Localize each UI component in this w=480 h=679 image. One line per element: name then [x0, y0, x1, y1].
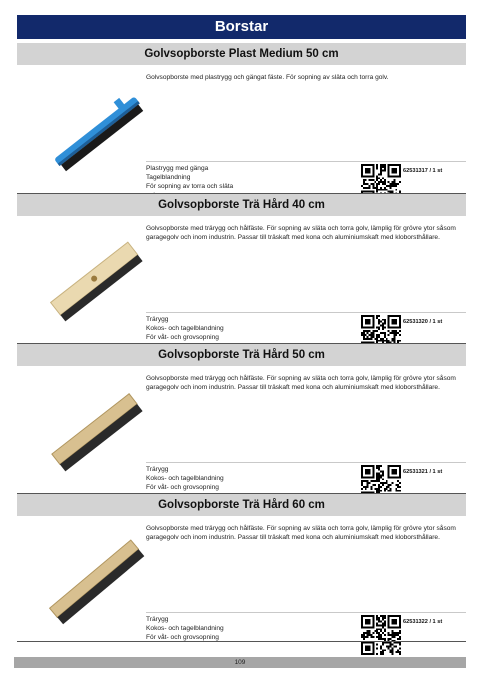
- page-title: Borstar: [17, 15, 466, 39]
- product-specs: [146, 465, 361, 492]
- qr-code-icon: [361, 615, 401, 655]
- spec-line: Kokos- och tagelblandning: [146, 475, 224, 482]
- spec-line: Trärygg: [146, 466, 169, 473]
- spec-line: Kokos- och tagelblandning: [146, 325, 224, 332]
- product-specs: [146, 615, 361, 642]
- wood-brush-image: [41, 226, 151, 336]
- divider: [146, 161, 466, 162]
- product-section: [17, 194, 466, 344]
- divider: [146, 312, 466, 313]
- plastic-brush-image: [41, 75, 151, 185]
- article-number: 62531322 / 1 st: [403, 619, 443, 625]
- divider: [146, 462, 466, 463]
- spec-line: Kokos- och tagelblandning: [146, 625, 224, 632]
- product-title: Golvsopborste Trä Hård 50 cm: [17, 344, 466, 366]
- spec-line: Trärygg: [146, 616, 169, 623]
- spec-line: För våt- och grovsopning: [146, 484, 219, 491]
- product-description: Golvsopborste med trärygg och hålfäste. För sopning av släta och torra golv, lämplig för grövre ytor såsom garagegolv och inom industrin. Passar till träskaft med kona och aluminiumskaft med kloborsthållare.: [146, 225, 456, 241]
- product-specs: [146, 315, 361, 342]
- spec-line: För våt- och grovsopning: [146, 634, 219, 641]
- page-number: 109: [14, 657, 466, 668]
- product-title: Golvsopborste Trä Hård 40 cm: [17, 194, 466, 216]
- wood-brush-image: [41, 376, 151, 486]
- spec-line: Tagelblandning: [146, 174, 191, 181]
- article-number: 62531320 / 1 st: [403, 319, 443, 325]
- product-description: Golvsopborste med trärygg och hålfäste. För sopning av släta och torra golv, lämplig för grövre ytor såsom garagegolv och inom industrin. Passar till träskaft med kona och aluminiumskaft med kloborsthållare.: [146, 375, 456, 391]
- divider: [146, 612, 466, 613]
- section-separator: [17, 641, 466, 642]
- product-section: [17, 43, 466, 193]
- spec-line: För våt- och grovsopning: [146, 334, 219, 341]
- spec-line: Trärygg: [146, 316, 169, 323]
- product-title: Golvsopborste Trä Hård 60 cm: [17, 494, 466, 516]
- article-number: 62531321 / 1 st: [403, 469, 443, 475]
- product-section: [17, 494, 466, 644]
- product-title: Golvsopborste Plast Medium 50 cm: [17, 43, 466, 65]
- product-description: Golvsopborste med trärygg och hålfäste. För sopning av släta och torra golv, lämplig för grövre ytor såsom garagegolv och inom industrin. Passar till träskaft med kona och aluminiumskaft med kloborsthållare.: [146, 525, 456, 541]
- article-number: 62531317 / 1 st: [403, 168, 443, 174]
- product-description: Golvsopborste med plastrygg och gängat fäste. För sopning av släta och torra golv.: [146, 74, 389, 81]
- spec-line: Plastrygg med gänga: [146, 165, 209, 172]
- wood-brush-image: [41, 526, 151, 636]
- spec-line: För sopning av torra och släta: [146, 183, 234, 190]
- product-section: [17, 344, 466, 494]
